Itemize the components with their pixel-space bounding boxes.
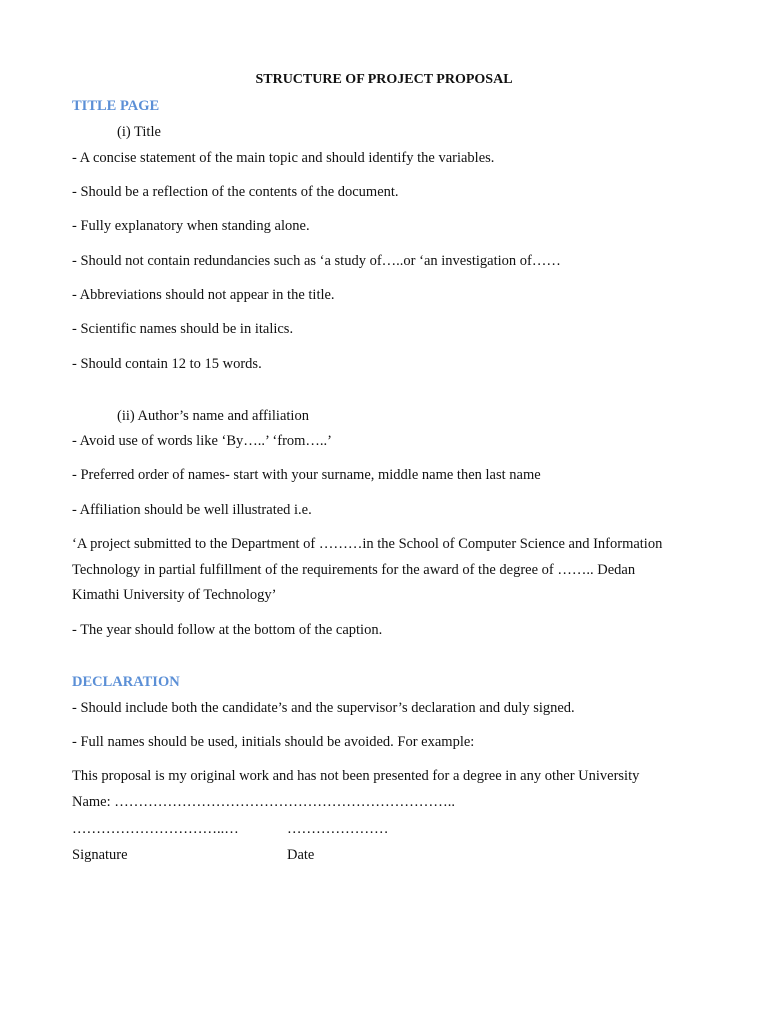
- title-page-heading: TITLE PAGE: [72, 98, 160, 114]
- bullet-name-order: - Preferred order of names- start with your surname, middle name then last name: [72, 467, 541, 483]
- subheading-title: (i) Title: [117, 124, 161, 140]
- subheading-author: (ii) Author’s name and affiliation: [117, 408, 309, 424]
- bullet-year: - The year should follow at the bottom of the caption.: [72, 622, 383, 638]
- date-dots: …………………: [287, 821, 389, 837]
- bullet-word-count: - Should contain 12 to 15 words.: [72, 356, 262, 372]
- bullet-explanatory: - Fully explanatory when standing alone.: [72, 218, 310, 234]
- bullet-affiliation: - Affiliation should be well illustrated i.e.: [72, 502, 312, 518]
- example-caption-line: Technology in partial fulfillment of the requirements for the award of the degree of …….. Dedan: [72, 562, 636, 578]
- bullet-avoid-words: - Avoid use of words like ‘By…..’ ‘from…..’: [72, 433, 333, 449]
- signature-label: Signature: [72, 847, 128, 863]
- date-label: Date: [287, 847, 315, 863]
- signature-dots: …………………………..…: [72, 821, 239, 837]
- name-line: Name: ……………………………………………………………..: [72, 794, 456, 810]
- bullet-declaration-signed: - Should include both the candidate’s and the supervisor’s declaration and duly signed.: [72, 700, 575, 716]
- document-title: STRUCTURE OF PROJECT PROPOSAL: [255, 72, 513, 87]
- example-caption-line: Kimathi University of Technology’: [72, 587, 277, 603]
- bullet-redundancies: - Should not contain redundancies such as ‘a study of…..or ‘an investigation of……: [72, 253, 561, 269]
- bullet-reflection: - Should be a reflection of the contents of the document.: [72, 184, 399, 200]
- bullet-abbreviations: - Abbreviations should not appear in the title.: [72, 287, 335, 303]
- example-caption-line: ‘A project submitted to the Department of ………in the School of Computer Science and Information: [72, 536, 663, 552]
- bullet-concise-statement: - A concise statement of the main topic and should identify the variables.: [72, 150, 495, 166]
- declaration-heading: DECLARATION: [72, 674, 180, 690]
- bullet-full-names: - Full names should be used, initials should be avoided. For example:: [72, 734, 475, 750]
- bullet-scientific-names: - Scientific names should be in italics.: [72, 321, 294, 337]
- declaration-statement: This proposal is my original work and has not been presented for a degree in any other University: [72, 768, 640, 784]
